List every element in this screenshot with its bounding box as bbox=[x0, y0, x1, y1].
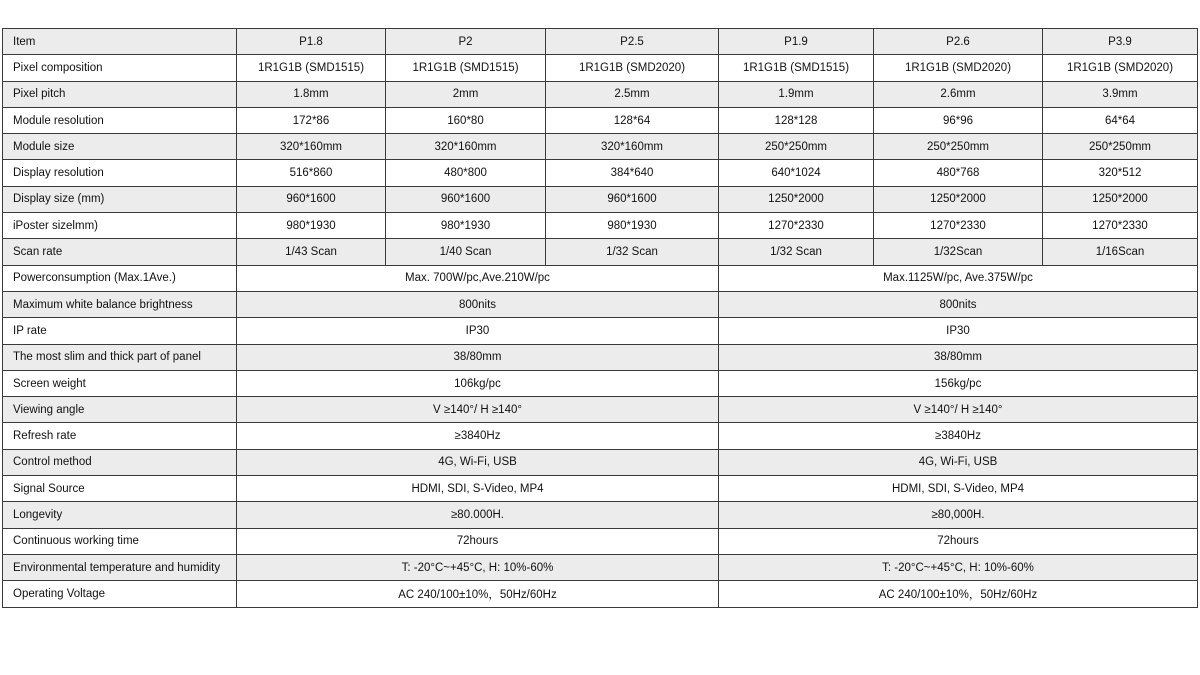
table-cell: 250*250mm bbox=[1043, 134, 1198, 160]
table-row bbox=[3, 502, 1198, 528]
row-label: Viewing angle bbox=[3, 397, 237, 423]
table-cell: 1270*2330 bbox=[1043, 213, 1198, 239]
table-cell: 960*1600 bbox=[237, 186, 386, 212]
group-a-cell: ≥80.000H. bbox=[237, 502, 719, 528]
group-b-cell: AC 240/100±10%，50Hz/60Hz bbox=[719, 581, 1198, 607]
table-row bbox=[3, 55, 1198, 81]
table-cell: 1/40 Scan bbox=[386, 239, 546, 265]
table-row bbox=[3, 81, 1198, 107]
group-a-cell: 4G, Wi-Fi, USB bbox=[237, 449, 719, 475]
group-a-cell: 72hours bbox=[237, 528, 719, 554]
table-cell: 2.5mm bbox=[546, 81, 719, 107]
row-label: Signal Source bbox=[3, 476, 237, 502]
table-cell: 2.6mm bbox=[874, 81, 1043, 107]
table-cell: 1R1G1B (SMD2020) bbox=[1043, 55, 1198, 81]
group-a-cell: HDMI, SDI, S-Video, MP4 bbox=[237, 476, 719, 502]
table-cell: 1R1G1B (SMD1515) bbox=[386, 55, 546, 81]
table-row bbox=[3, 265, 1198, 291]
row-label: Longevity bbox=[3, 502, 237, 528]
table-cell: 1R1G1B (SMD2020) bbox=[874, 55, 1043, 81]
row-label: Pixel pitch bbox=[3, 81, 237, 107]
table-row bbox=[3, 554, 1198, 580]
table-cell: 960*1600 bbox=[386, 186, 546, 212]
row-label: Control method bbox=[3, 449, 237, 475]
table-row bbox=[3, 134, 1198, 160]
spec-table bbox=[2, 28, 1198, 608]
group-a-cell: ≥3840Hz bbox=[237, 423, 719, 449]
header-row bbox=[3, 29, 1198, 55]
table-cell: 128*128 bbox=[719, 107, 874, 133]
header-model-cell: P2.6 bbox=[874, 29, 1043, 55]
table-cell: 320*160mm bbox=[237, 134, 386, 160]
group-b-cell: ≥3840Hz bbox=[719, 423, 1198, 449]
table-cell: 1/43 Scan bbox=[237, 239, 386, 265]
group-b-cell: 800nits bbox=[719, 291, 1198, 317]
table-cell: 320*160mm bbox=[546, 134, 719, 160]
header-model-cell: P2 bbox=[386, 29, 546, 55]
table-cell: 2mm bbox=[386, 81, 546, 107]
header-model-cell: P1.8 bbox=[237, 29, 386, 55]
table-cell: 320*512 bbox=[1043, 160, 1198, 186]
table-cell: 980*1930 bbox=[237, 213, 386, 239]
table-cell: 1R1G1B (SMD1515) bbox=[237, 55, 386, 81]
spec-table-body bbox=[3, 29, 1198, 608]
table-row bbox=[3, 186, 1198, 212]
table-cell: 384*640 bbox=[546, 160, 719, 186]
row-label: Pixel composition bbox=[3, 55, 237, 81]
group-b-cell: V ≥140°/ H ≥140° bbox=[719, 397, 1198, 423]
header-item-cell: Item bbox=[3, 29, 237, 55]
table-cell: 160*80 bbox=[386, 107, 546, 133]
group-a-cell: 38/80mm bbox=[237, 344, 719, 370]
group-b-cell: 4G, Wi-Fi, USB bbox=[719, 449, 1198, 475]
table-cell: 1.8mm bbox=[237, 81, 386, 107]
row-label: Operating Voltage bbox=[3, 581, 237, 607]
table-row bbox=[3, 397, 1198, 423]
table-cell: 1R1G1B (SMD1515) bbox=[719, 55, 874, 81]
table-row bbox=[3, 344, 1198, 370]
group-b-cell: T: -20°C~+45°C, H: 10%-60% bbox=[719, 554, 1198, 580]
group-b-cell: IP30 bbox=[719, 318, 1198, 344]
row-label: iPoster sizelmm) bbox=[3, 213, 237, 239]
table-cell: 172*86 bbox=[237, 107, 386, 133]
table-row bbox=[3, 449, 1198, 475]
row-label: Display resolution bbox=[3, 160, 237, 186]
group-b-cell: 156kg/pc bbox=[719, 370, 1198, 396]
header-model-cell: P2.5 bbox=[546, 29, 719, 55]
group-b-cell: 72hours bbox=[719, 528, 1198, 554]
table-cell: 480*800 bbox=[386, 160, 546, 186]
table-cell: 1250*2000 bbox=[1043, 186, 1198, 212]
table-cell: 1.9mm bbox=[719, 81, 874, 107]
table-cell: 1/16Scan bbox=[1043, 239, 1198, 265]
group-b-cell: 38/80mm bbox=[719, 344, 1198, 370]
table-row bbox=[3, 318, 1198, 344]
table-cell: 1270*2330 bbox=[719, 213, 874, 239]
table-row bbox=[3, 581, 1198, 607]
table-cell: 980*1930 bbox=[546, 213, 719, 239]
table-cell: 128*64 bbox=[546, 107, 719, 133]
group-a-cell: 800nits bbox=[237, 291, 719, 317]
table-row bbox=[3, 107, 1198, 133]
group-b-cell: ≥80,000H. bbox=[719, 502, 1198, 528]
group-a-cell: IP30 bbox=[237, 318, 719, 344]
table-cell: 1/32 Scan bbox=[546, 239, 719, 265]
row-label: Environmental temperature and humidity bbox=[3, 554, 237, 580]
row-label: Refresh rate bbox=[3, 423, 237, 449]
table-cell: 1R1G1B (SMD2020) bbox=[546, 55, 719, 81]
row-label: Scan rate bbox=[3, 239, 237, 265]
group-a-cell: Max. 700W/pc,Ave.210W/pc bbox=[237, 265, 719, 291]
table-cell: 96*96 bbox=[874, 107, 1043, 133]
table-cell: 1270*2330 bbox=[874, 213, 1043, 239]
table-cell: 1250*2000 bbox=[719, 186, 874, 212]
table-cell: 640*1024 bbox=[719, 160, 874, 186]
table-cell: 1/32 Scan bbox=[719, 239, 874, 265]
group-a-cell: AC 240/100±10%，50Hz/60Hz bbox=[237, 581, 719, 607]
table-row bbox=[3, 160, 1198, 186]
table-cell: 1/32Scan bbox=[874, 239, 1043, 265]
row-label: The most slim and thick part of panel bbox=[3, 344, 237, 370]
group-a-cell: V ≥140°/ H ≥140° bbox=[237, 397, 719, 423]
group-a-cell: 106kg/pc bbox=[237, 370, 719, 396]
table-row bbox=[3, 423, 1198, 449]
table-cell: 64*64 bbox=[1043, 107, 1198, 133]
header-model-cell: P3.9 bbox=[1043, 29, 1198, 55]
row-label: Maximum white balance brightness bbox=[3, 291, 237, 317]
table-row bbox=[3, 291, 1198, 317]
table-cell: 1250*2000 bbox=[874, 186, 1043, 212]
table-cell: 320*160mm bbox=[386, 134, 546, 160]
table-cell: 516*860 bbox=[237, 160, 386, 186]
table-cell: 250*250mm bbox=[719, 134, 874, 160]
table-cell: 980*1930 bbox=[386, 213, 546, 239]
group-b-cell: Max.1125W/pc, Ave.375W/pc bbox=[719, 265, 1198, 291]
group-b-cell: HDMI, SDI, S-Video, MP4 bbox=[719, 476, 1198, 502]
table-row bbox=[3, 528, 1198, 554]
table-cell: 960*1600 bbox=[546, 186, 719, 212]
row-label: Module resolution bbox=[3, 107, 237, 133]
table-row bbox=[3, 213, 1198, 239]
row-label: IP rate bbox=[3, 318, 237, 344]
table-cell: 480*768 bbox=[874, 160, 1043, 186]
row-label: Display size (mm) bbox=[3, 186, 237, 212]
table-cell: 250*250mm bbox=[874, 134, 1043, 160]
row-label: Powerconsumption (Max.1Ave.) bbox=[3, 265, 237, 291]
group-a-cell: T: -20°C~+45°C, H: 10%-60% bbox=[237, 554, 719, 580]
table-row bbox=[3, 370, 1198, 396]
table-cell: 3.9mm bbox=[1043, 81, 1198, 107]
header-model-cell: P1.9 bbox=[719, 29, 874, 55]
table-row bbox=[3, 476, 1198, 502]
table-row bbox=[3, 239, 1198, 265]
row-label: Continuous working time bbox=[3, 528, 237, 554]
row-label: Module size bbox=[3, 134, 237, 160]
row-label: Screen weight bbox=[3, 370, 237, 396]
